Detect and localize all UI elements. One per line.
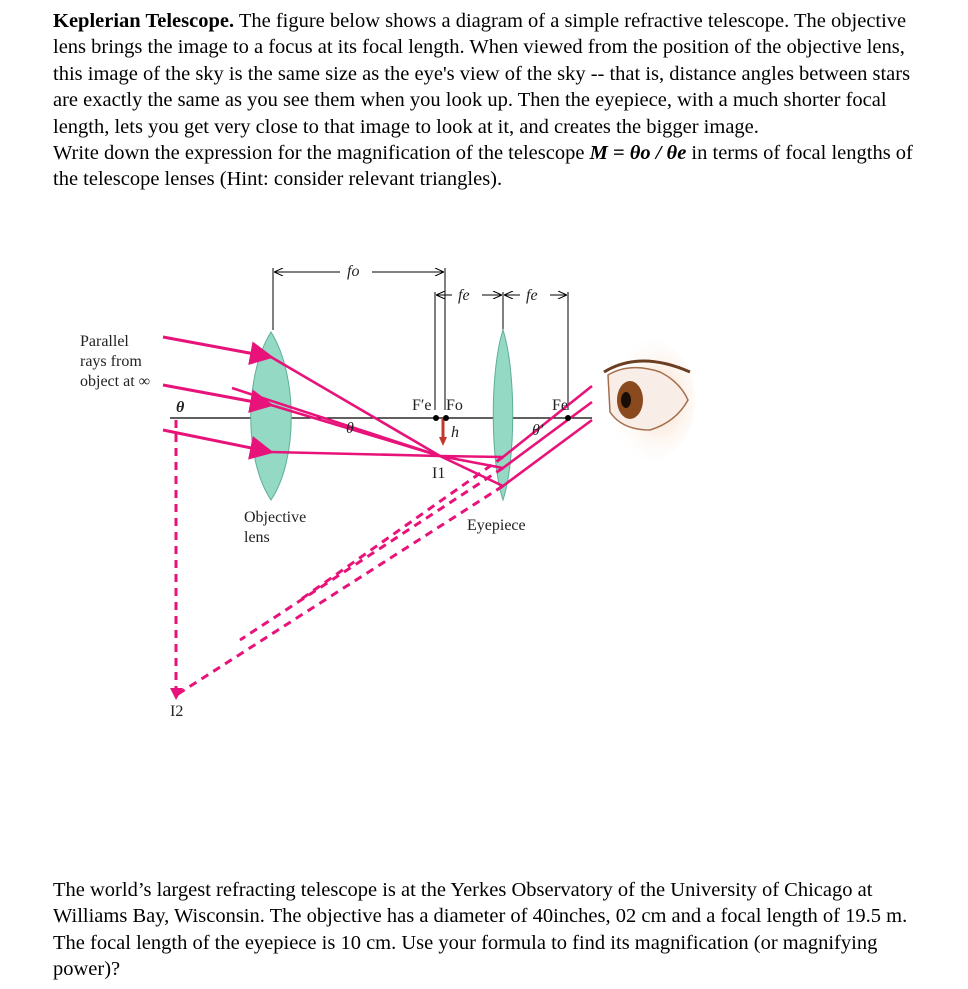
label-parallel-3: object at ∞ xyxy=(80,373,151,390)
label-fe-2: fe xyxy=(526,287,538,304)
label-eyepiece: Eyepiece xyxy=(467,517,526,534)
label-objective-2: lens xyxy=(244,529,270,546)
label-I1: I1 xyxy=(432,465,446,482)
eyepiece-lens xyxy=(493,330,513,500)
label-I2: I2 xyxy=(170,703,184,720)
label-theta-inner: θ xyxy=(346,420,354,437)
question-after: in terms of focal lengths of the telescope lenses (Hint: consider relevant triangles). xyxy=(53,142,913,191)
intro-title: Keplerian Telescope. xyxy=(53,10,235,32)
label-fe-1: fe xyxy=(458,287,470,304)
virtual-rays xyxy=(176,420,503,694)
label-fo: fo xyxy=(347,263,360,280)
label-Fe-prime: F′e xyxy=(412,397,432,414)
eye-icon xyxy=(604,340,695,460)
question-before: Write down the expression for the magnification of the telescope xyxy=(53,142,590,165)
label-Fo: Fo xyxy=(446,397,463,414)
label-objective-1: Objective xyxy=(244,509,307,526)
label-parallel-2: rays from xyxy=(80,353,142,370)
label-theta: θ xyxy=(176,399,185,416)
magnification-formula: M = θo / θe xyxy=(589,142,687,165)
label-parallel-1: Parallel xyxy=(80,333,129,350)
label-Fe: Fe xyxy=(552,397,568,414)
question-paragraph: The world’s largest refracting telescope is at the Yerkes Observatory of the University of Chicago at Williams Bay, Wisconsin. The objective has a diameter of 40inches, 02 cm and a focal length of 19.5 m. The focal length of the eyepiece is 10 cm. Use your formula to find its magnification (or magnifying power)? xyxy=(53,879,908,981)
label-h: h xyxy=(451,424,459,441)
intro-text: The figure below shows a diagram of a simple refractive telescope. The objective lens brings the image to a focus at its focal length. When viewed from the position of the objective lens, this image of the sky is the same size as the eye's view of the sky -- that is, distance angles between stars are exactly the same as you see them when you look up. Then the eyepiece, with a much shorter focal length, lets you get very close to that image to look at it, and creates the bigger image. xyxy=(53,10,911,138)
label-theta-prime: θ′ xyxy=(532,422,544,439)
